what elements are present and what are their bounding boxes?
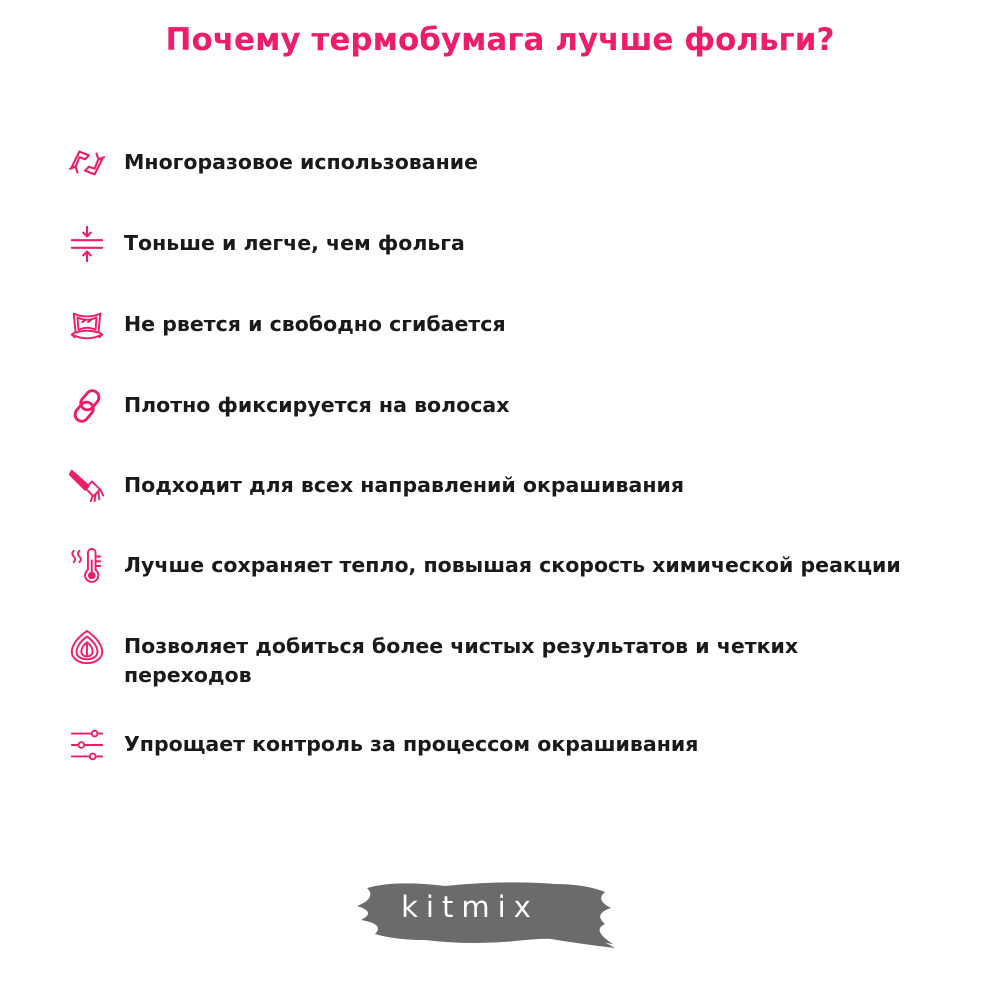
feature-label: Упрощает контроль за процессом окрашивания [124, 732, 699, 756]
kitmix-logo [355, 878, 617, 952]
feature-label: Тоньше и легче, чем фольга [124, 231, 465, 255]
feature-item-reusable [62, 143, 962, 183]
thermometer-heat-icon [62, 546, 112, 586]
layers-drop-icon [62, 627, 112, 667]
feature-item-control [62, 725, 962, 765]
feature-item-clean-results [62, 627, 962, 690]
feature-item-heat [62, 546, 962, 586]
feature-label: Плотно фиксируется на волосах [124, 393, 510, 417]
flexible-sheet-icon [62, 305, 112, 345]
feature-item-fixation [62, 386, 962, 426]
chain-link-icon [62, 386, 112, 426]
feature-item-thinner [62, 224, 962, 264]
feature-item-flexible [62, 305, 962, 345]
feature-label: Позволяет добиться более чистых результатов и четких переходов [124, 634, 799, 687]
page-title: Почему термобумага лучше фольги? [165, 22, 835, 58]
dye-brush-icon [62, 466, 112, 506]
feature-label: Многоразовое использование [124, 150, 479, 174]
feature-label: Подходит для всех направлений окрашивания [124, 473, 685, 497]
reuse-arrows-icon [62, 143, 112, 183]
logo-text: kitmix [401, 890, 539, 924]
feature-label: Лучше сохраняет тепло, повышая скорость химической реакции [124, 553, 901, 577]
sliders-icon [62, 725, 112, 765]
feature-item-all-techniques [62, 466, 962, 506]
compress-arrows-icon [62, 224, 112, 264]
feature-label: Не рвется и свободно сгибается [124, 312, 506, 336]
